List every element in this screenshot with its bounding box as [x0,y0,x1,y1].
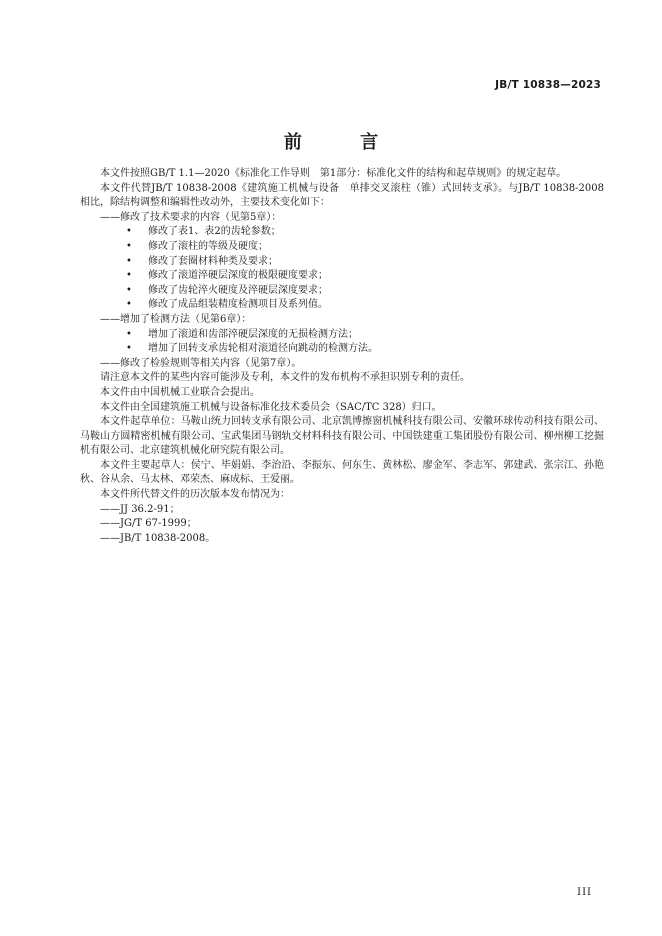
history-item: ——JJ 36.2-91； [100,503,180,515]
bullet-icon: • [126,343,132,355]
page-number: III [577,887,592,898]
change-item-technical-requirements: ——修改了技术要求的内容（见第5章）： [100,211,282,223]
paragraph-proposer: 本文件由中国机械工业联合会提出。 [100,386,260,398]
list-item: • 修改了表1、表2的齿轮参数； [80,225,604,240]
bullet-icon: • [126,226,132,238]
list-item: • 修改了滚道淬硬层深度的极限硬度要求； [80,269,604,284]
list-item: • 修改了套圈材料种类及要求； [80,255,604,270]
change-item-inspection-rules: ——修改了检验规则等相关内容（见第7章）。 [100,357,302,369]
bullet-icon: • [126,240,132,252]
doc-code: JB/T 10838—2023 [495,79,601,91]
paragraph-history: 本文件所代替文件的历次版本发布情况为： [100,489,290,501]
paragraph-committee: 本文件由全国建筑施工机械与设备标准化技术委员会（SAC/TC 328）归口。 [100,401,442,413]
paragraph-drafters: 本文件主要起草人：侯宁、毕娟娟、李治沿、李振东、何东生、黄林松、廖金军、李志军、郭建武、张宗江、孙艳秋、谷从余、马太林、邓荣杰、麻成标、王爱丽。 [80,459,604,486]
bullet-icon: • [126,284,132,296]
list-item: • 修改了滚柱的等级及硬度； [80,240,604,255]
history-item: ——JG/T 67-1999； [100,518,197,530]
page-title: 前 言 [283,132,405,153]
history-item: ——JB/T 10838-2008。 [100,532,216,544]
bullet-icon: • [126,299,132,311]
change-item-test-methods: ——增加了检测方法（见第6章）： [100,313,252,325]
list-item: • 修改了齿轮淬火硬度及淬硬层深度要求； [80,284,604,299]
bullet-icon: • [126,328,132,340]
bullet-icon: • [126,255,132,267]
list-item: • 增加了滚道和齿部淬硬层深度的无损检测方法； [80,328,604,343]
paragraph-drafting-units: 本文件起草单位：马鞍山统力回转支承有限公司、北京凯博擦窗机械科技有限公司、安徽环球传动科技有限公司、马鞍山方圆精密机械有限公司、宝武集团马钢轨交材料科技有限公司、中国铁建重工集团股份有限公司、柳州柳工挖掘机有限公司、北京建筑机械化研究院有限公司。 [80,416,604,457]
paragraph-patent-notice: 请注意本文件的某些内容可能涉及专利，本文件的发布机构不承担识别专利的责任。 [100,372,470,384]
list-item: • 增加了回转支承齿轮相对滚道径向跳动的检测方法。 [80,342,604,357]
paragraph-drafting-rule: 本文件按照GB/T 1.1—2020《标准化工作导则 第1部分：标准化文件的结构和起草规则》的规定起草。 [100,168,567,179]
list-item: • 修改了成品组装精度检测项目及系列值。 [80,298,604,313]
bullet-icon: • [126,270,132,282]
paragraph-replacement: 本文件代替JB/T 10838-2008《建筑施工机械与设备 单排交叉滚柱（锥）式回转支承》。与JB/T 10838-2008相比，除结构调整和编辑性改动外，主要技术变化如下： [80,182,604,209]
preface-body [80,167,604,546]
